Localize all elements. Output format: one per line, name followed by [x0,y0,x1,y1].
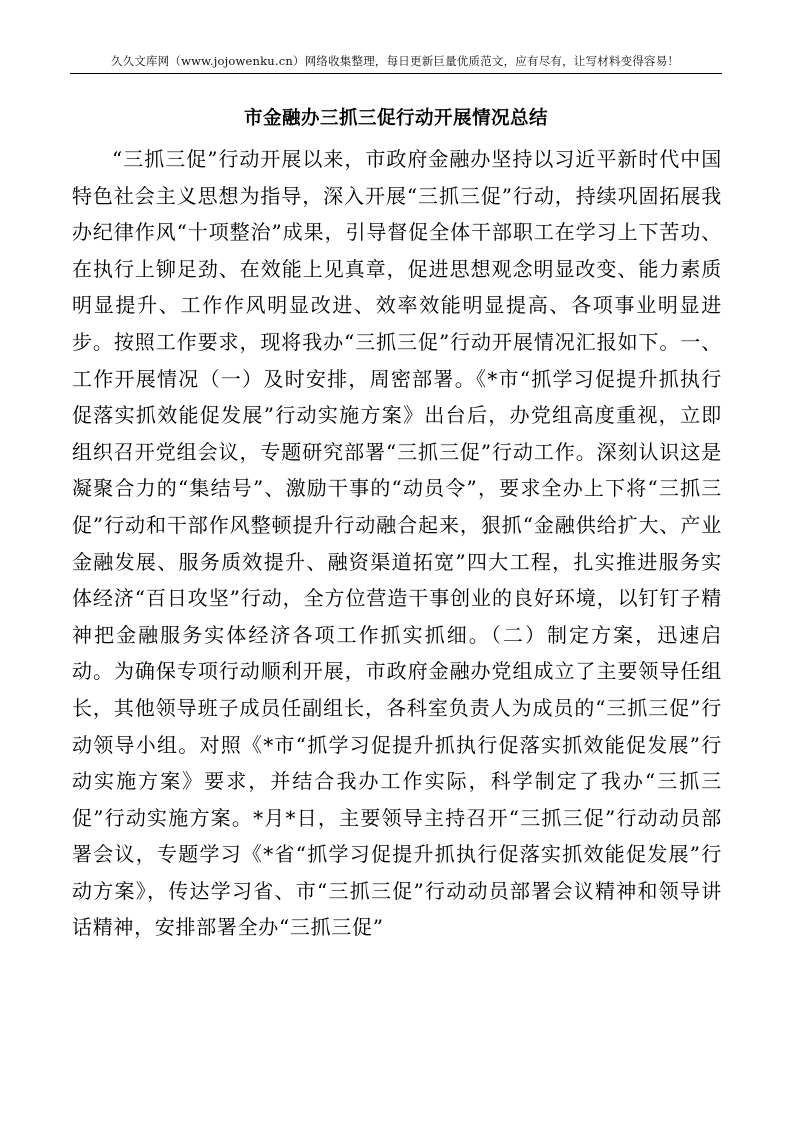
document-title: 市金融办三抓三促行动开展情况总结 [243,108,548,129]
header-divider [70,73,722,74]
body-paragraph: “三抓三促”行动开展以来，市政府金融办坚持以习近平新时代中国特色社会主义思想为指导，深入开展“三抓三促”行动，持续巩固拓展我办纪律作风“十项整治”成果，引导督促全体干部职工在学习上下苦功、在执行上铆足劲、在效能上见真章，促进思想观念明显改变、能力素质明显提升、工作作风明显改进、效率效能明显提高、各项事业明显进步。按照工作要求，现将我办“三抓三促”行动开展情况汇报如下。一、工作开展情况（一）及时安排，周密部署。《*市“抓学习促提升抓执行促落实抓效能促发展”行动实施方案》出台后，办党组高度重视，立即组织召开党组会议，专题研究部署“三抓三促”行动工作。深刻认识这是凝聚合力的“集结号”、激励干事的“动员令”，要求全办上下将“三抓三促”行动和干部作风整顿提升行动融合起来，狠抓“金融供给扩大、产业金融发展、服务质效提升、融资渠道拓宽”四大工程，扎实推进服务实体经济“百日攻坚”行动，全方位营造干事创业的良好环境，以钉钉子精神把金融服务实体经济各项工作抓实抓细。（二）制定方案，迅速启动。为确保专项行动顺利开展，市政府金融办党组成立了主要领导任组长，其他领导班子成员任副组长，各科室负责人为成员的“三抓三促”行动领导小组。对照《*市“抓学习促提升抓执行促落实抓效能促发展”行动实施方案》要求，并结合我办工作实际，科学制定了我办“三抓三促”行动实施方案。*月*日，主要领导主持召开“三抓三促”行动动员部署会议，专题学习《*省“抓学习促提升抓执行促落实抓效能促发展”行动方案》，传达学习省、市“三抓三促”行动动员部署会议精神和领导讲话精神，安排部署全办“三抓三促” [72,147,722,940]
page-header: 久久文库网（www.jojowenku.cn）网络收集整理，每日更新巨量优质范文，应有尽有，让写材料变得容易！ [110,54,680,68]
